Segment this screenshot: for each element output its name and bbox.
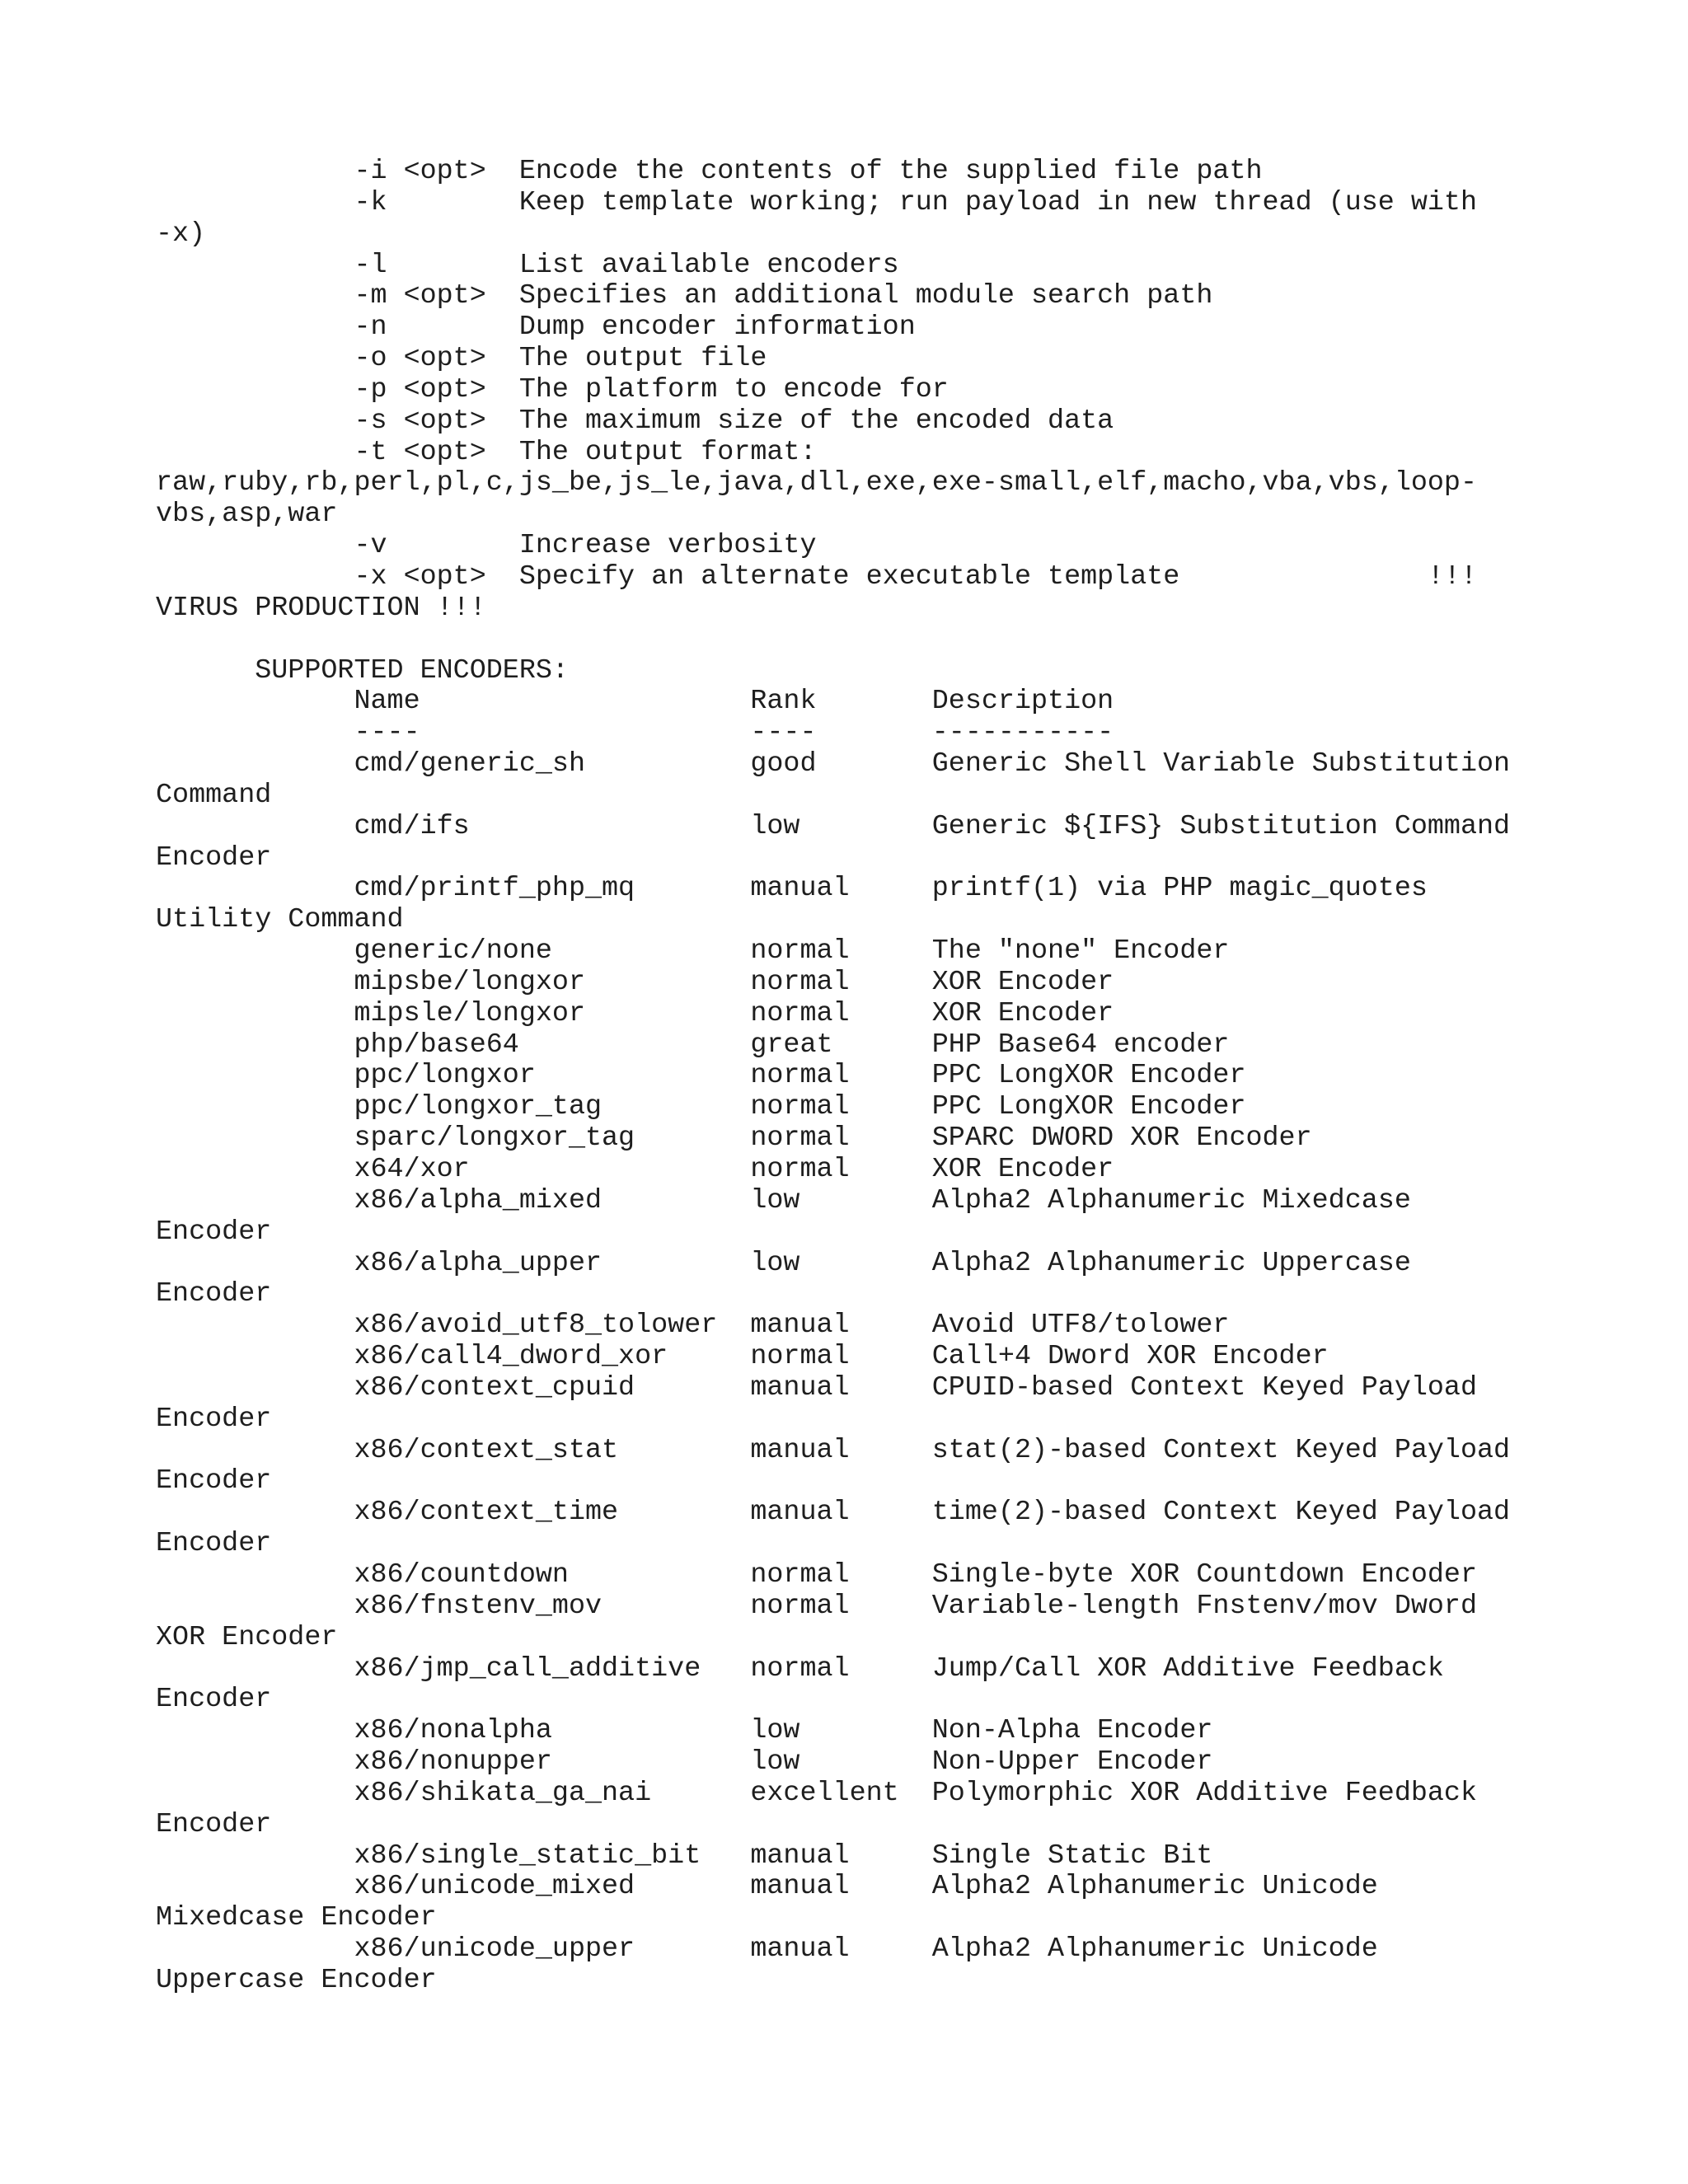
text-line: mipsbe/longxor normal XOR Encoder [156,966,1114,998]
text-line: x86/single_static_bit manual Single Static Bit [156,1840,1213,1872]
text-line: x86/fnstenv_mov normal Variable-length Fnstenv/mov Dword [156,1590,1478,1622]
text-line: generic/none normal The "none" Encoder [156,935,1230,968]
text-line: x86/context_cpuid manual CPUID-based Context Keyed Payload [156,1371,1478,1404]
text-line: ppc/longxor_tag normal PPC LongXOR Encoder [156,1091,1246,1123]
text-line: XOR Encoder [156,1621,338,1653]
text-line: -s <opt> The maximum size of the encoded data [156,405,1114,437]
text-line: cmd/printf_php_mq manual printf(1) via PHP magic_quotes [156,873,1428,905]
text-line: mipsle/longxor normal XOR Encoder [156,997,1114,1029]
text-line: Encoder [156,1528,272,1560]
text-line: -x <opt> Specify an alternate executable template !!! [156,560,1478,593]
text-line: x64/xor normal XOR Encoder [156,1154,1114,1185]
text-line: x86/jmp_call_additive normal Jump/Call XOR Additive Feedback [156,1652,1444,1685]
text-line: Encoder [156,1808,272,1840]
text-line: sparc/longxor_tag normal SPARC DWORD XOR Encoder [156,1122,1312,1155]
text-line: Encoder [156,1465,272,1497]
text-line: Utility Command [156,904,404,936]
text-line: x86/context_time manual time(2)-based Context Keyed Payload [156,1497,1511,1529]
text-line: x86/unicode_mixed manual Alpha2 Alphanumeric Unicode [156,1871,1378,1903]
text-line: -v Increase verbosity [156,530,817,562]
text-line: x86/alpha_upper low Alpha2 Alphanumeric Uppercase [156,1247,1411,1279]
text-line: Uppercase Encoder [156,1964,437,1996]
text-line: Encoder [156,1278,272,1310]
text-line: -l List available encoders [156,249,899,281]
text-line: Name Rank Description [156,686,1114,718]
text-line: Encoder [156,841,272,874]
text-line: cmd/ifs low Generic ${IFS} Substitution Command [156,810,1511,842]
text-line: SUPPORTED ENCODERS: [156,654,569,687]
text-line: x86/unicode_upper manual Alpha2 Alphanumeric Unicode [156,1933,1378,1966]
text-line: ppc/longxor normal PPC LongXOR Encoder [156,1060,1246,1092]
text-line: Encoder [156,1403,272,1435]
text-line: vbs,asp,war [156,499,338,531]
text-line: x86/call4_dword_xor normal Call+4 Dword XOR Encoder [156,1341,1329,1373]
text-line: x86/countdown normal Single-byte XOR Countdown Encoder [156,1558,1478,1591]
text-line [156,625,1510,656]
text-line: x86/shikata_ga_nai excellent Polymorphic XOR Additive Feedback [156,1777,1478,1809]
text-line: x86/avoid_utf8_tolower manual Avoid UTF8/tolower [156,1310,1230,1342]
text-line: -t <opt> The output format: [156,436,817,468]
text-line: ---- ---- ----------- [156,717,1114,749]
text-line: x86/context_stat manual stat(2)-based Context Keyed Payload [156,1434,1511,1466]
text-line: -p <opt> The platform to encode for [156,373,949,405]
text-line: Command [156,779,272,811]
text-line: x86/nonupper low Non-Upper Encoder [156,1746,1213,1779]
text-line: x86/alpha_mixed low Alpha2 Alphanumeric Mixedcase [156,1184,1411,1216]
text-line: Encoder [156,1216,272,1248]
text-line: -m <opt> Specifies an additional module search path [156,280,1213,312]
text-line: -o <opt> The output file [156,343,767,375]
text-line: -n Dump encoder information [156,312,916,344]
text-line: VIRUS PRODUCTION !!! [156,592,486,624]
text-line: php/base64 great PHP Base64 encoder [156,1029,1230,1061]
text-line: Encoder [156,1684,272,1716]
encoder-help-listing [156,157,1510,1997]
text-line: -i <opt> Encode the contents of the supplied file path [156,156,1263,187]
text-line: raw,ruby,rb,perl,pl,c,js_be,js_le,java,dll,exe,exe-small,elf,macho,vba,vbs,loop- [156,467,1478,499]
text-line: cmd/generic_sh good Generic Shell Variable Substitution [156,748,1511,780]
text-line: x86/nonalpha low Non-Alpha Encoder [156,1715,1213,1747]
text-line: -x) [156,218,206,250]
text-line: -k Keep template working; run payload in new thread (use with [156,186,1478,218]
text-line: Mixedcase Encoder [156,1902,437,1934]
